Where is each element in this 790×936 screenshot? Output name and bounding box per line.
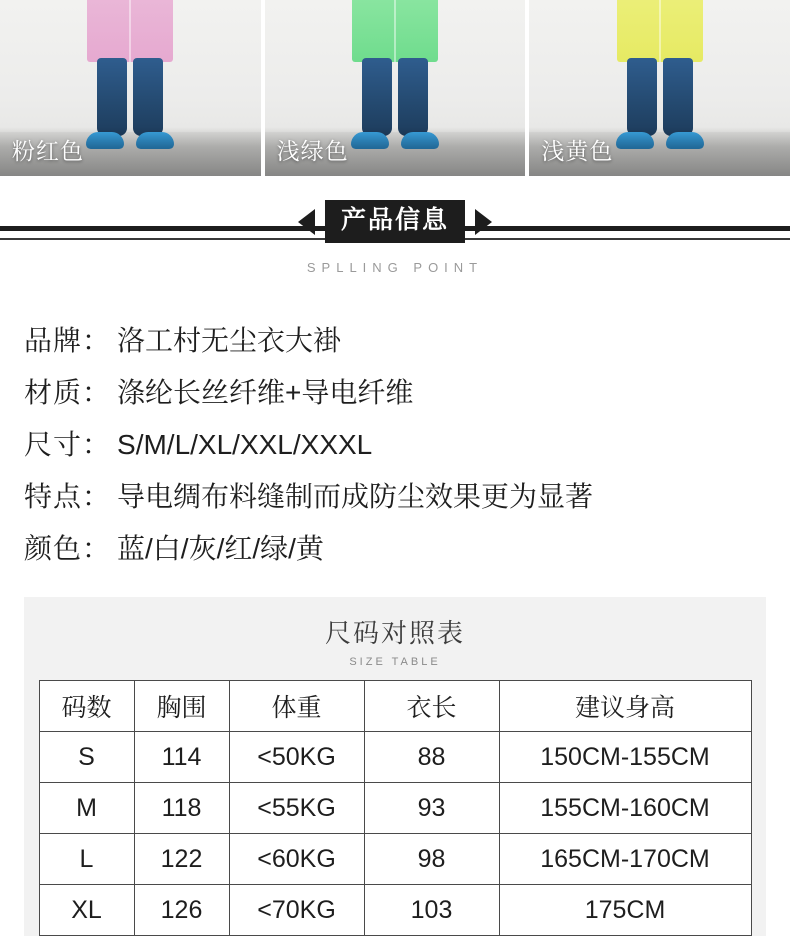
header-cell-height: 建议身高 xyxy=(499,681,751,732)
cell-weight: <55KG xyxy=(229,783,364,834)
size-chart-card xyxy=(24,597,766,936)
cell-height: 175CM xyxy=(499,885,751,936)
table-header-row xyxy=(39,681,751,732)
info-row-material xyxy=(24,371,766,411)
info-label-color: 颜色： xyxy=(24,533,112,564)
header-cell-bust: 胸围 xyxy=(134,681,229,732)
cell-code: XL xyxy=(39,885,134,936)
cell-bust: 122 xyxy=(134,834,229,885)
leg-left xyxy=(97,58,127,136)
info-value-size: S/M/L/XL/XXL/XXXL xyxy=(117,429,373,460)
header-cell-length: 衣长 xyxy=(364,681,499,732)
color-label-green: 浅绿色 xyxy=(265,127,526,176)
model-legs xyxy=(95,58,165,136)
info-label-material: 材质： xyxy=(24,377,112,408)
cell-height: 150CM-155CM xyxy=(499,732,751,783)
cell-bust: 118 xyxy=(134,783,229,834)
leg-left xyxy=(362,58,392,136)
info-row-color xyxy=(24,527,766,567)
info-label-size: 尺寸： xyxy=(24,429,112,460)
info-value-brand: 洛工村无尘衣大褂 xyxy=(117,325,342,356)
section-banner xyxy=(0,176,790,301)
header-cell-weight: 体重 xyxy=(229,681,364,732)
cell-bust: 126 xyxy=(134,885,229,936)
cell-weight: <50KG xyxy=(229,732,364,783)
cell-weight: <60KG xyxy=(229,834,364,885)
cell-height: 155CM-160CM xyxy=(499,783,751,834)
cell-length: 88 xyxy=(364,732,499,783)
header-cell-code: 码数 xyxy=(39,681,134,732)
product-info-list xyxy=(0,301,790,587)
arrow-left-icon xyxy=(298,209,315,235)
garment-pink xyxy=(87,0,173,62)
product-photo-yellow[interactable] xyxy=(529,0,790,176)
arrow-right-icon xyxy=(475,209,492,235)
size-chart-title: 尺码对照表 xyxy=(324,618,465,648)
model-legs xyxy=(360,58,430,136)
info-label-brand: 品牌： xyxy=(24,325,112,356)
product-photo-pink[interactable] xyxy=(0,0,261,176)
garment-yellow xyxy=(617,0,703,62)
cell-code: S xyxy=(39,732,134,783)
leg-right xyxy=(398,58,428,136)
product-photo-green[interactable] xyxy=(265,0,526,176)
info-label-feature: 特点： xyxy=(24,481,112,512)
cell-height: 165CM-170CM xyxy=(499,834,751,885)
banner-center xyxy=(298,176,492,243)
color-label-yellow: 浅黄色 xyxy=(529,127,790,176)
table-row xyxy=(39,834,751,885)
cell-bust: 114 xyxy=(134,732,229,783)
product-photo-strip xyxy=(0,0,790,176)
info-value-color: 蓝/白/灰/红/绿/黄 xyxy=(117,533,324,564)
cell-weight: <70KG xyxy=(229,885,364,936)
info-row-size xyxy=(24,423,766,463)
leg-right xyxy=(133,58,163,136)
table-row xyxy=(39,783,751,834)
banner-title: 产品信息 xyxy=(325,200,465,243)
size-table xyxy=(39,680,752,936)
cell-code: M xyxy=(39,783,134,834)
info-value-material: 涤纶长丝纤维+导电纤维 xyxy=(117,377,414,408)
cell-length: 93 xyxy=(364,783,499,834)
info-value-feature: 导电绸布料缝制而成防尘效果更为显著 xyxy=(117,481,594,512)
leg-right xyxy=(663,58,693,136)
color-label-pink: 粉红色 xyxy=(0,127,261,176)
info-row-feature xyxy=(24,475,766,515)
cell-length: 98 xyxy=(364,834,499,885)
cell-code: L xyxy=(39,834,134,885)
table-row xyxy=(39,732,751,783)
model-legs xyxy=(625,58,695,136)
info-row-brand xyxy=(24,319,766,359)
banner-subtitle: SPLLING POINT xyxy=(306,260,484,275)
garment-green xyxy=(352,0,438,62)
cell-length: 103 xyxy=(364,885,499,936)
size-chart-subtitle: SIZE TABLE xyxy=(349,656,441,668)
leg-left xyxy=(627,58,657,136)
table-row xyxy=(39,885,751,936)
